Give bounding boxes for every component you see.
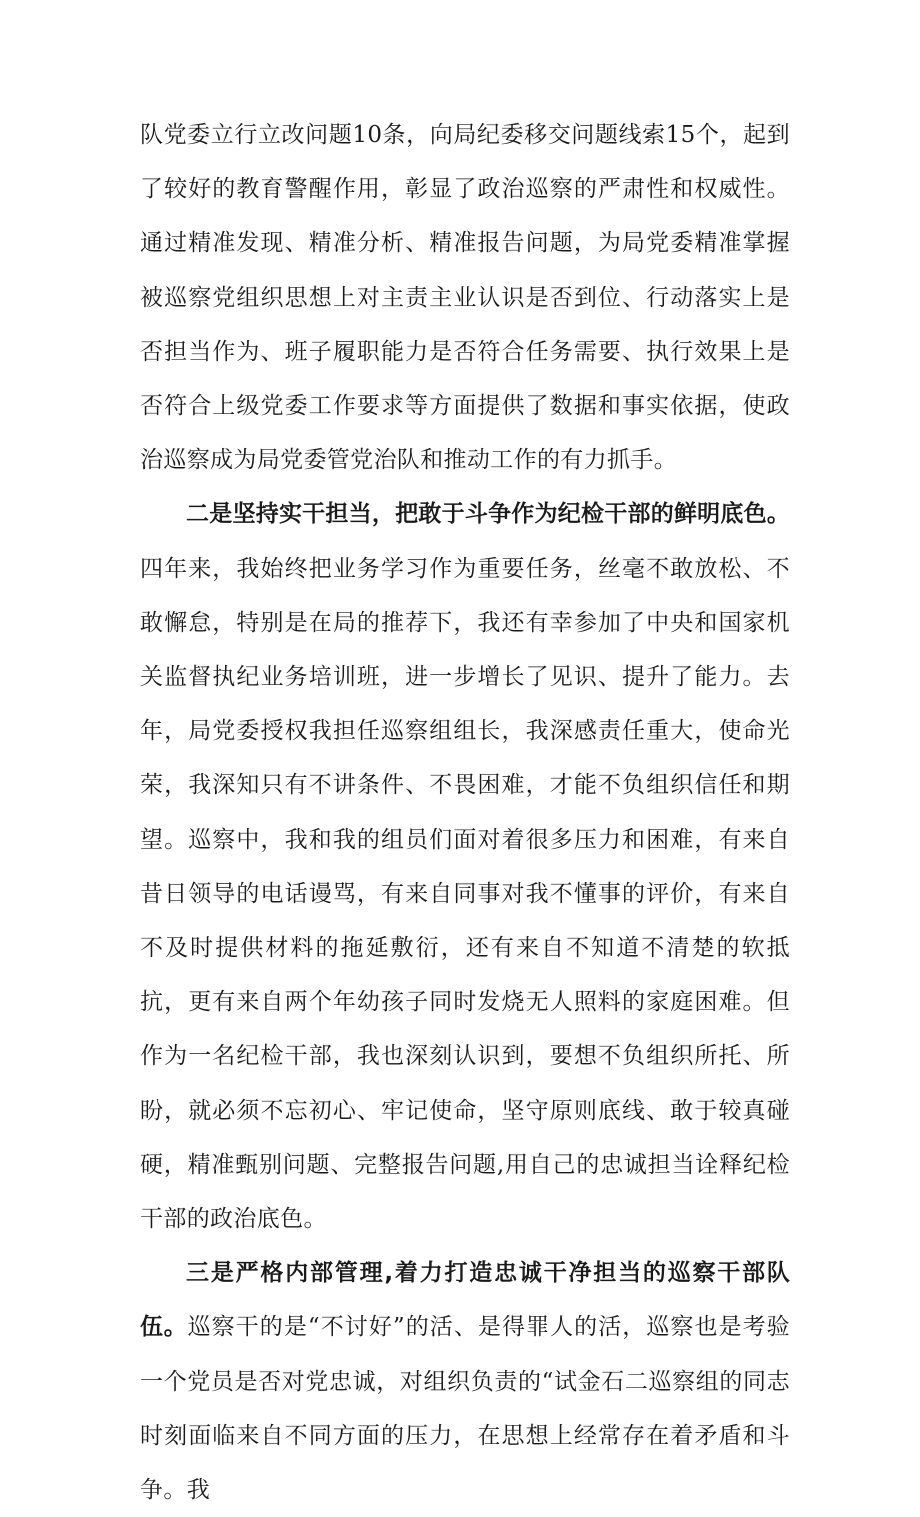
paragraph-2-text: 四年来，我始终把业务学习作为重要任务，丝毫不敢放松、不敢懈怠，特别是在局的推荐下，我还有幸参加了中央和国家机关监督执纪业务培训班，进一步增长了见识、提升了能力。去年，局党委授权我担任巡察组组长，我深感责任重大，使命光荣，我深知只有不讲条件、不畏困难，才能不负组织信任和期望。巡察中，我和我的组员们面对着很多压力和困难，有来自昔日领导的电话谩骂，有来自同事对我不懂事的评价，有来自不及时提供材料的拖延敷衍，还有来自不知道不清楚的软抵抗，更有来自两个年幼孩子同时发烧无人照料的家庭困难。但作为一名纪检干部，我也深刻认识到，要想不负组织所托、所盼，就必须不忘初心、牢记使命，坚守原则底线、敢于较真碰硬，精准甄别问题、完整报告问题,用自己的忠诚担当诠释纪检干部的政治底色。 bbox=[140, 555, 790, 1233]
paragraph-3-text: 巡察干的是“不讨好”的活、是得罪人的活，巡察也是考验一个党员是否对党忠诚，对组织负责的“试金石二巡察组的同志时刻面临来自不同方面的压力，在思想上经常存在着矛盾和斗争。我 bbox=[140, 1314, 790, 1504]
paragraph-1 bbox=[140, 108, 790, 487]
paragraph-3 bbox=[140, 1246, 790, 1517]
document-body bbox=[140, 108, 790, 1517]
paragraph-2-heading: 二是坚持实干担当，把敢于斗争作为纪检干部的鲜明底色。 bbox=[186, 501, 790, 528]
paragraph-1-text: 队党委立行立改问题10条，向局纪委移交问题线索15个，起到了较好的教育警醒作用，彰显了政治巡察的严肃性和权威性。通过精准发现、精准分析、精准报告问题，为局党委精准掌握被巡察党组织思想上对主责主业认识是否到位、行动落实上是否担当作为、班子履职能力是否符合任务需要、执行效果上是否符合上级党委工作要求等方面提供了数据和事实依据，使政治巡察成为局党委管党治队和推动工作的有力抓手。 bbox=[140, 122, 790, 474]
paragraph-2 bbox=[140, 487, 790, 1246]
paragraph-3-heading: 三是严格内部管理,着力打造忠诚干净担当的巡察干部队伍。 bbox=[140, 1260, 790, 1341]
